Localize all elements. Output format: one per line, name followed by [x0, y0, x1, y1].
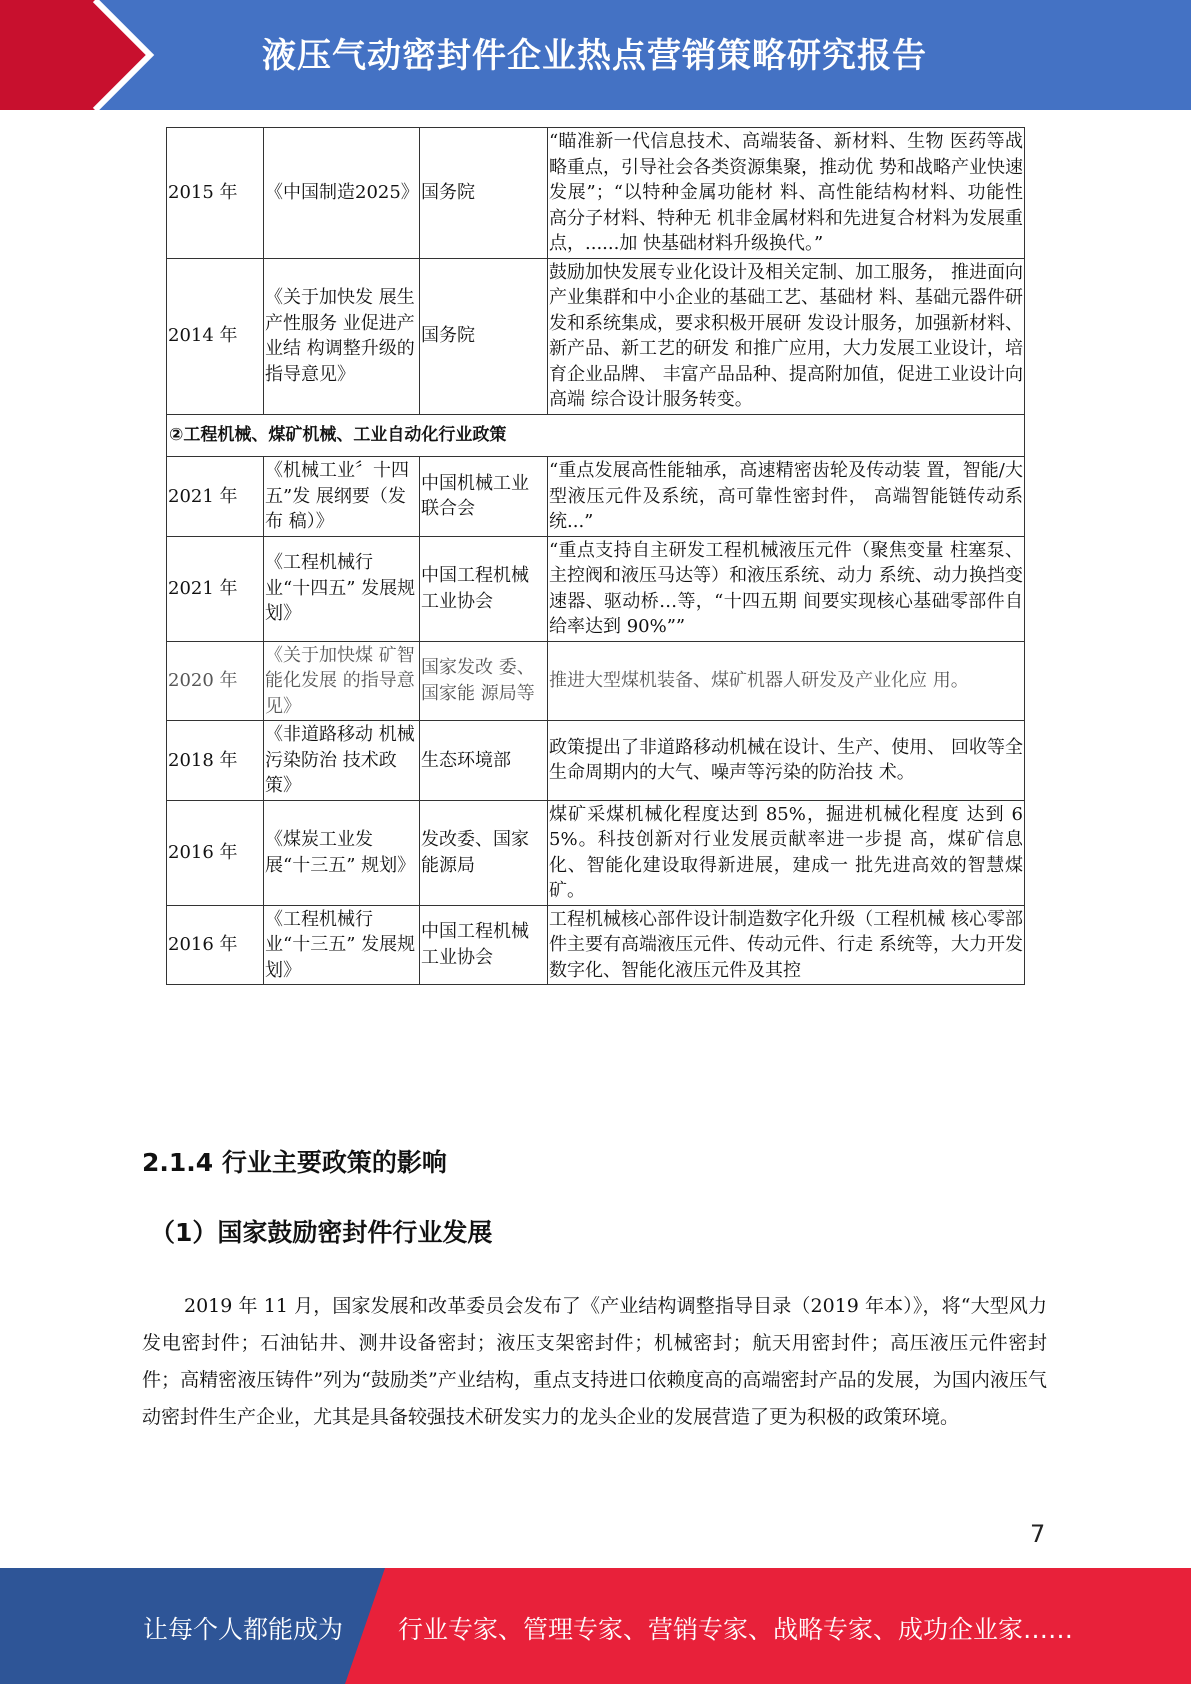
table-row [167, 128, 1025, 259]
year-cell: 2018 年 [167, 721, 264, 801]
policy-name-cell: 《煤炭工业发 展“十三五” 规划》 [264, 800, 420, 905]
issuer-cell: 中国工程机械工业协会 [420, 536, 548, 641]
report-title: 液压气动密封件企业热点营销策略研究报告 [262, 36, 927, 76]
section-heading: 2.1.4 行业主要政策的影响 [142, 1148, 447, 1177]
policy-content-cell: “重点支持自主研发工程机械液压元件（聚焦变量 柱塞泵、主控阀和液压马达等）和液压系统、动力 系统、动力换挡变速器、驱动桥…等，“十四五期 间要实现核心基础零部件自给率达到 90%”” [548, 536, 1025, 641]
policy-content-cell: 推进大型煤机装备、煤矿机器人研发及产业化应 用。 [548, 641, 1025, 721]
issuer-cell: 中国机械工业联合会 [420, 457, 548, 537]
year-cell: 2021 年 [167, 457, 264, 537]
year-cell: 2016 年 [167, 905, 264, 985]
table-row [167, 536, 1025, 641]
policy-content-cell: 鼓励加快发展专业化设计及相关定制、加工服务， 推进面向产业集群和中小企业的基础工艺、基础材 料、基础元器件研发和系统集成，要求积极开展研 发设计服务，加强新材料、新产品、新工艺的研发 和推广应用，大力发展工业设计，培育企业品牌、 丰富产品品种、提高附加值，促进工业设计向高端 综合设计服务转变。 [548, 258, 1025, 414]
issuer-cell: 发改委、国家能源局 [420, 800, 548, 905]
policy-content-cell: 政策提出了非道路移动机械在设计、生产、使用、 回收等全生命周期内的大气、噪声等污染的防治技 术。 [548, 721, 1025, 801]
table-row [167, 258, 1025, 414]
table-section-title: ②工程机械、煤矿机械、工业自动化行业政策 [167, 414, 1025, 457]
policy-name-cell: 《中国制造2025》 [264, 128, 420, 259]
footer-slogan-left: 让每个人都能成为 [143, 1615, 344, 1644]
body-paragraph: 2019 年 11 月，国家发展和改革委员会发布了《产业结构调整指导目录（2019 年本）》，将“大型风力发电密封件；石油钻井、测井设备密封；液压支架密封件；机械密封；航天用密封件；高压液压元件密封件；高精密液压铸件”列为“鼓励类”产业结构，重点支持进口依赖度高的高端密封产品的发展，为国内液压气动密封件生产企业，尤其是具备较强技术研发实力的龙头企业的发展营造了更为积极的政策环境。 [142, 1295, 1047, 1428]
policy-content-cell: 煤矿采煤机械化程度达到 85%，掘进机械化程度 达到 65%。科技创新对行业发展贡献率进一步提 高，煤矿信息化、智能化建设取得新进展，建成一 批先进高效的智慧煤矿。 [548, 800, 1025, 905]
table-row [167, 721, 1025, 801]
table-row [167, 800, 1025, 905]
table-row [167, 905, 1025, 985]
footer-slogan-right: 行业专家、管理专家、营销专家、战略专家、成功企业家…… [398, 1615, 1074, 1644]
issuer-cell: 国务院 [420, 128, 548, 259]
year-cell: 2021 年 [167, 536, 264, 641]
issuer-cell: 国务院 [420, 258, 548, 414]
table-row [167, 641, 1025, 721]
policy-table-body-b [167, 457, 1025, 985]
policy-content-cell: “瞄准新一代信息技术、高端装备、新材料、生物 医药等战略重点，引导社会各类资源集聚，推动优 势和战略产业快速发展”；“以特种金属功能材 料、高性能结构材料、功能性高分子材料、特种无 机非金属材料和先进复合材料为发展重点，......加 快基础材料升级换代。” [548, 128, 1025, 259]
policy-name-cell: 《关于加快煤 矿智能化发展 的指导意见》 [264, 641, 420, 721]
policy-table-body-a [167, 128, 1025, 415]
year-cell: 2020 年 [167, 641, 264, 721]
policy-name-cell: 《非道路移动 机械污染防治 技术政策》 [264, 721, 420, 801]
policy-content-cell: 工程机械核心部件设计制造数字化升级（工程机械 核心零部件主要有高端液压元件、传动元件、行走 系统等，大力开发数字化、智能化液压元件及其控 [548, 905, 1025, 985]
table-row [167, 457, 1025, 537]
page-number: 7 [1030, 1520, 1046, 1548]
policy-name-cell: 《关于加快发 展生产性服务 业促进产业结 构调整升级的 指导意见》 [264, 258, 420, 414]
year-cell: 2015 年 [167, 128, 264, 259]
year-cell: 2016 年 [167, 800, 264, 905]
page-footer [0, 1568, 1191, 1684]
policy-table [166, 127, 1025, 985]
policy-name-cell: 《工程机械行 业“十三五” 发展规划》 [264, 905, 420, 985]
page-header [0, 0, 1191, 110]
policy-name-cell: 《机械工业〞十四五”发 展纲要（发布 稿）》 [264, 457, 420, 537]
sub-heading: （1）国家鼓励密封件行业发展 [150, 1218, 493, 1247]
policy-content-cell: “重点发展高性能轴承，高速精密齿轮及传动装 置，智能/大型液压元件及系统，高可靠性密封件， 高端智能链传动系统...” [548, 457, 1025, 537]
policy-name-cell: 《工程机械行 业“十四五” 发展规划》 [264, 536, 420, 641]
table-section-row [167, 414, 1025, 457]
issuer-cell: 国家发改 委、国家能 源局等 [420, 641, 548, 721]
year-cell: 2014 年 [167, 258, 264, 414]
issuer-cell: 生态环境部 [420, 721, 548, 801]
issuer-cell: 中国工程机械工业协会 [420, 905, 548, 985]
